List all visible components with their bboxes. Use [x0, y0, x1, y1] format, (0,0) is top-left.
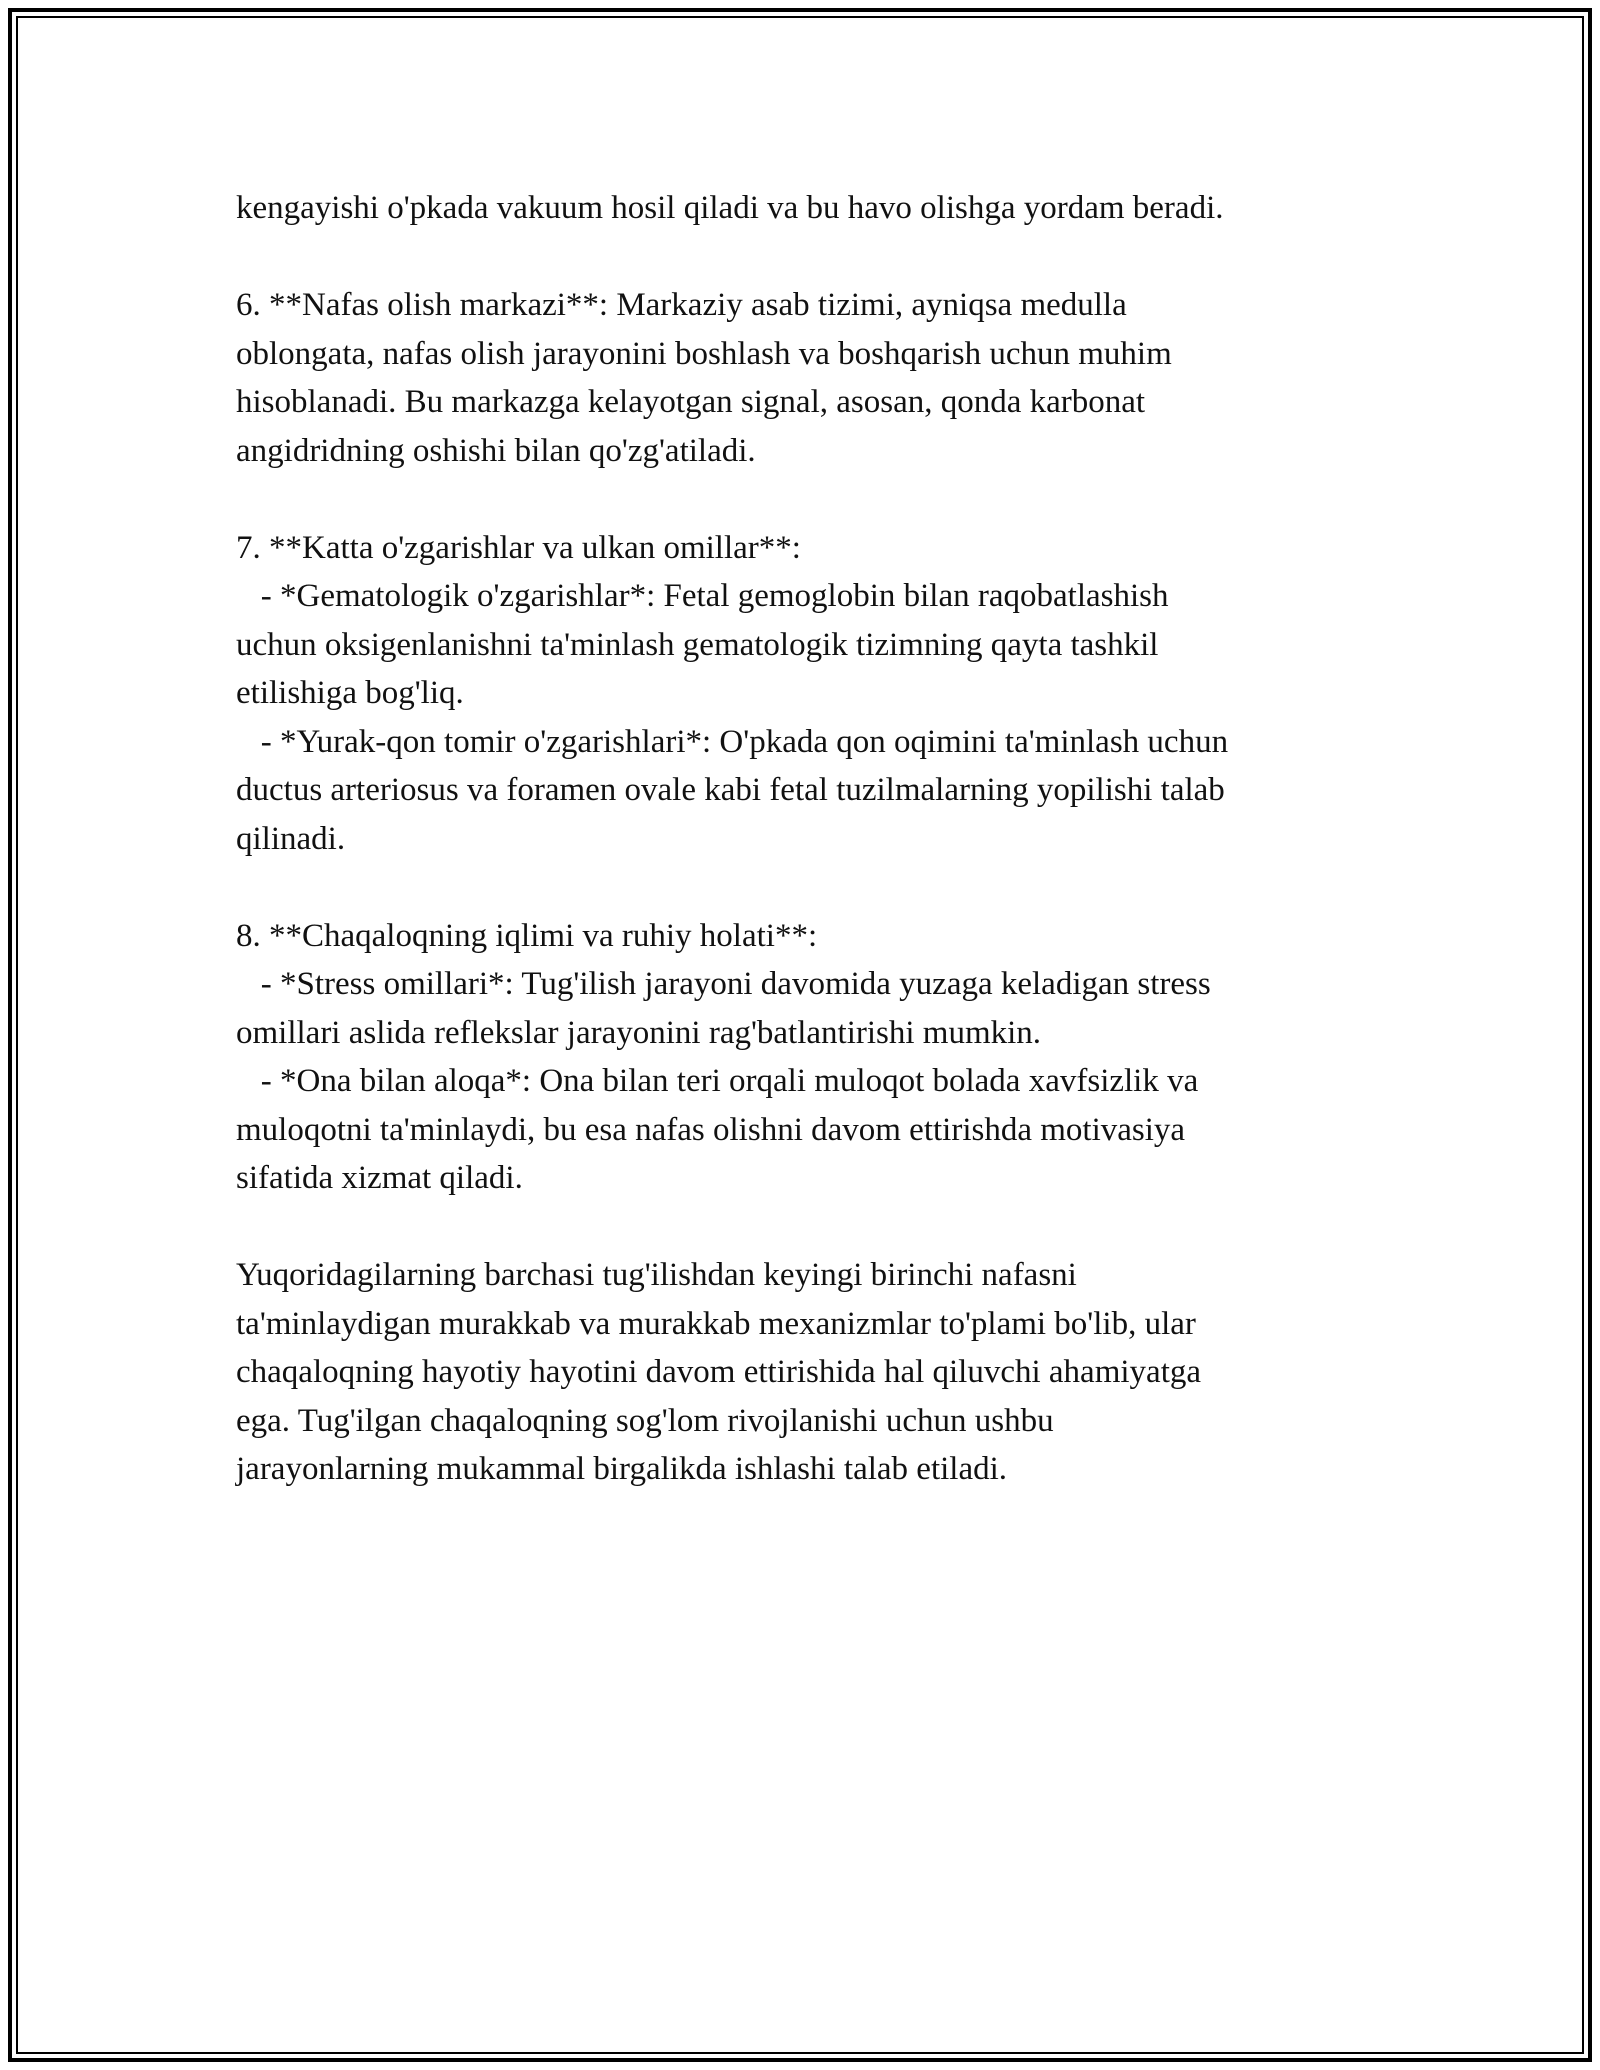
text-line: angidridning oshishi bilan qo'zg'atiladi. — [236, 432, 756, 469]
paragraph — [236, 524, 1376, 864]
text-line: - *Stress omillari*: Tug'ilish jarayoni davomida yuzaga keladigan stress — [236, 966, 1211, 1002]
text-line: omillari aslida reflekslar jarayonini rag'batlantirishi mumkin. — [236, 1014, 1042, 1051]
text-line: qilinadi. — [236, 820, 346, 857]
paragraph-gap — [236, 1203, 1376, 1252]
paragraph — [236, 281, 1376, 475]
text-line: 8. **Chaqaloqning iqlimi va ruhiy holati**: — [236, 917, 818, 954]
paragraph — [236, 1251, 1376, 1494]
text-line: 6. **Nafas olish markazi**: Markaziy asab tizimi, ayniqsa medulla — [236, 287, 1127, 323]
paragraph — [236, 912, 1376, 1203]
text-line: 7. **Katta o'zgarishlar va ulkan omillar**: — [236, 529, 801, 566]
text-line: Yuqoridagilarning barchasi tug'ilishdan keyingi birinchi nafasni — [236, 1257, 1077, 1293]
text-line: - *Gematologik o'zgarishlar*: Fetal gemoglobin bilan raqobatlashish — [236, 578, 1169, 614]
paragraph-gap — [236, 233, 1376, 282]
text-line: ductus arteriosus va foramen ovale kabi fetal tuzilmalarning yopilishi talab — [236, 772, 1225, 808]
text-line: - *Yurak-qon tomir o'zgarishlari*: O'pkada qon oqimini ta'minlash uchun — [236, 723, 1229, 760]
text-line: jarayonlarning mukammal birgalikda ishlashi talab etiladi. — [236, 1451, 1008, 1487]
text-line: etilishiga bog'liq. — [236, 675, 464, 711]
text-line: sifatida xizmat qiladi. — [236, 1160, 523, 1196]
paragraph — [236, 184, 1376, 233]
text-line: hisoblanadi. Bu markazga kelayotgan signal, asosan, qonda karbonat — [236, 384, 1146, 420]
text-line: uchun oksigenlanishni ta'minlash gematologik tizimning qayta tashkil — [236, 626, 1159, 663]
text-line: ta'minlaydigan murakkab va murakkab mexanizmlar to'plami bo'lib, ular — [236, 1305, 1196, 1342]
text-line: muloqotni ta'minlaydi, bu esa nafas olishni davom ettirishda motivasiya — [236, 1111, 1186, 1148]
paragraph-gap — [236, 475, 1376, 524]
text-line: - *Ona bilan aloqa*: Ona bilan teri orqali muloqot bolada xavfsizlik va — [236, 1063, 1199, 1099]
text-line: ega. Tug'ilgan chaqaloqning sog'lom rivojlanishi uchun ushbu — [236, 1402, 1054, 1439]
document-body — [236, 184, 1376, 1494]
text-line: kengayishi o'pkada vakuum hosil qiladi va bu havo olishga yordam beradi. — [236, 190, 1224, 226]
paragraph-gap — [236, 863, 1376, 912]
text-line: oblongata, nafas olish jarayonini boshlash va boshqarish uchun muhim — [236, 335, 1172, 372]
text-line: chaqaloqning hayotiy hayotini davom ettirishida hal qiluvchi ahamiyatga — [236, 1354, 1202, 1390]
